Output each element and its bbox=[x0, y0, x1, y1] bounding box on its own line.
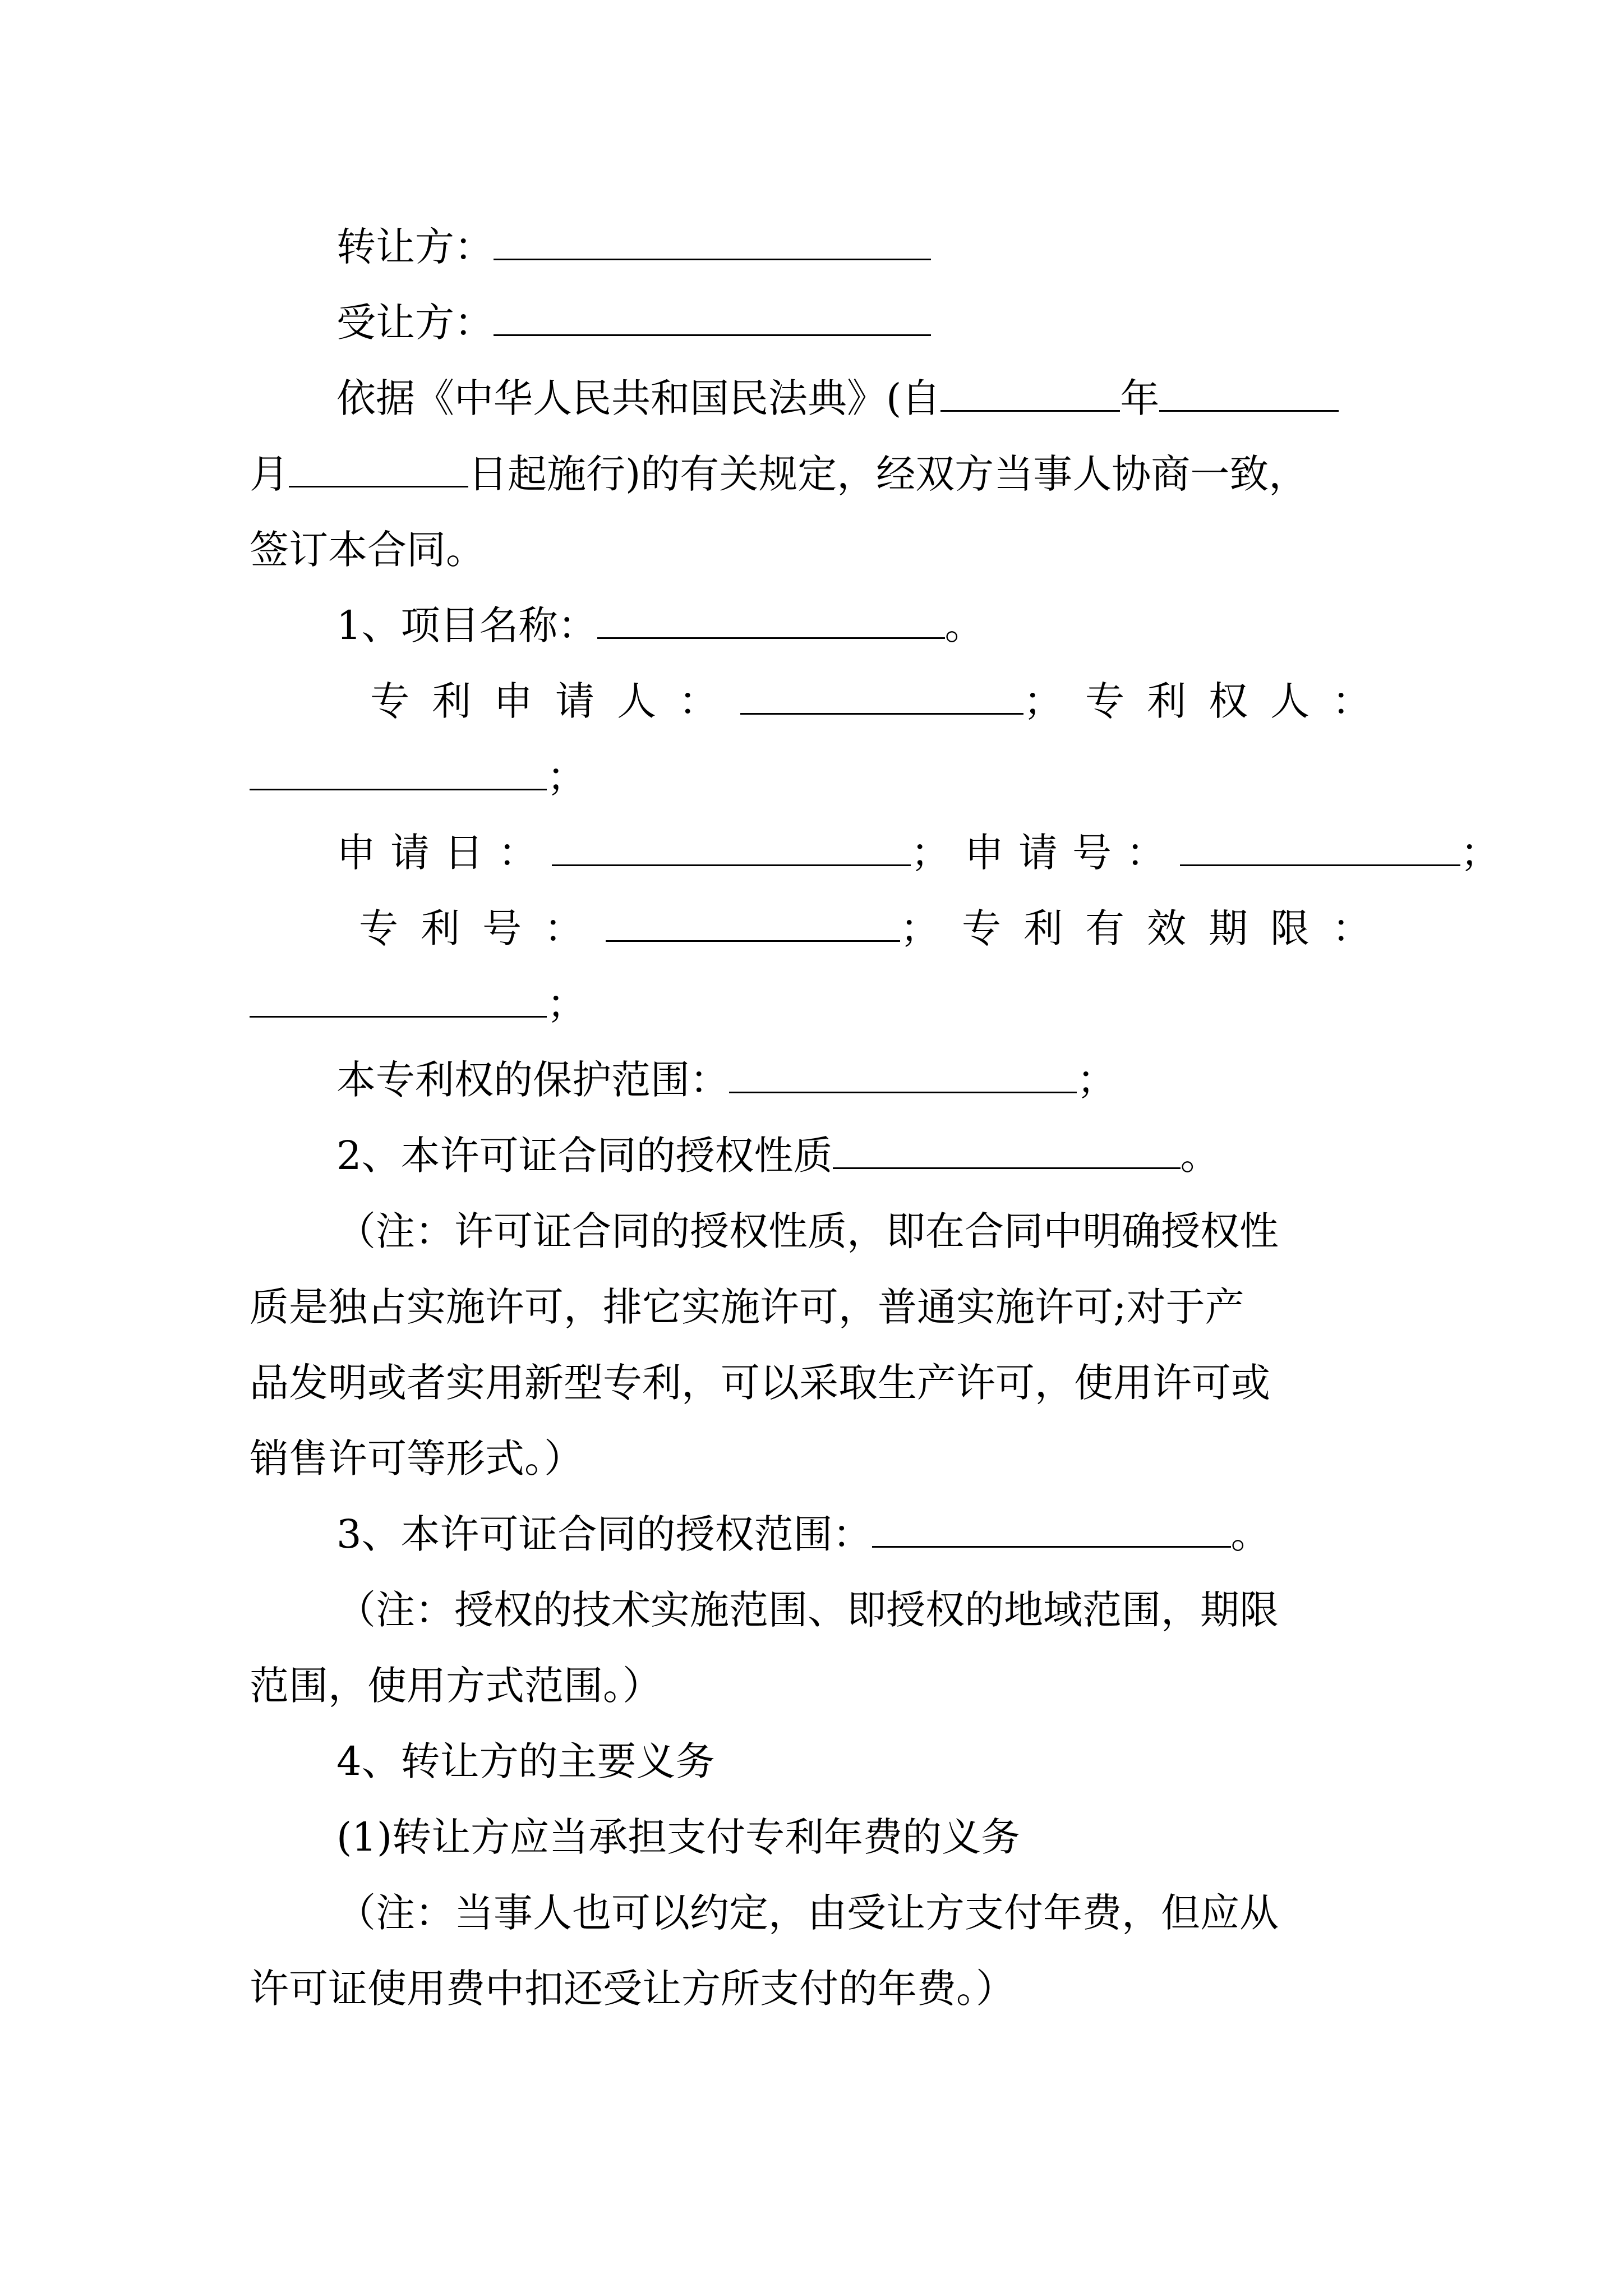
item3-line bbox=[336, 1501, 1394, 1568]
application-date-label: 申请日： bbox=[336, 830, 552, 876]
application-semicolon: ； bbox=[1460, 830, 1500, 876]
note2-text-2: 质是独占实施许可，排它实施许可，普通实施许可;对于产 bbox=[250, 1284, 1244, 1330]
protection-scope-line bbox=[336, 1046, 1394, 1114]
item3-blank bbox=[872, 1512, 1231, 1548]
basis-blank-day bbox=[289, 452, 468, 487]
patent-no-blank bbox=[606, 907, 900, 942]
note2-line-2 bbox=[250, 1273, 1394, 1341]
patent-applicant-blank bbox=[740, 679, 1023, 715]
item2-blank bbox=[833, 1134, 1181, 1169]
item4-1-line bbox=[336, 1803, 1394, 1871]
protection-scope-label: 本专利权的保护范围： bbox=[336, 1057, 729, 1103]
item4-1-text: (1)转让方应当承担支付专利年费的义务 bbox=[336, 1814, 1021, 1860]
item1-label: 1、项目名称： bbox=[336, 602, 597, 648]
basis-year: 年 bbox=[1120, 375, 1160, 421]
note4-line-2 bbox=[250, 1955, 1394, 2022]
item1-period: 。 bbox=[944, 602, 984, 648]
transferee-line bbox=[336, 289, 1394, 356]
item3-text: 3、本许可证合同的授权范围： bbox=[336, 1511, 872, 1557]
application-no-blank bbox=[1180, 831, 1460, 866]
transferor-line bbox=[336, 213, 1394, 280]
basis-text-3: 签订本合同。 bbox=[250, 527, 485, 573]
patent-no-line bbox=[359, 895, 1394, 962]
patent-applicant-label: 专利申请人： bbox=[370, 678, 740, 724]
note3-line-1 bbox=[336, 1576, 1394, 1644]
basis-text-2: 日起施行)的有关规定，经双方当事人协商一致， bbox=[468, 451, 1308, 497]
basis-month: 月 bbox=[250, 451, 289, 497]
item2-period: 。 bbox=[1180, 1133, 1220, 1179]
note2-line-1 bbox=[336, 1198, 1394, 1265]
note3-text-2: 范围，使用方式范围。） bbox=[250, 1663, 662, 1709]
item1-blank bbox=[597, 604, 945, 639]
note2-line-3 bbox=[250, 1349, 1394, 1416]
item4-text: 4、转让方的主要义务 bbox=[336, 1738, 715, 1784]
patentee-label: ；专利权人： bbox=[1023, 678, 1394, 724]
application-date-blank bbox=[552, 831, 911, 866]
application-line bbox=[336, 819, 1500, 886]
note3-line-2 bbox=[250, 1652, 1394, 1719]
note4-text-1: （注：当事人也可以约定，由受让方支付年费，但应从 bbox=[336, 1890, 1279, 1936]
basis-line-1 bbox=[336, 365, 1394, 432]
note2-text-3: 品发明或者实用新型专利，可以采取生产许可，使用许可或 bbox=[250, 1360, 1270, 1406]
note2-line-4 bbox=[250, 1425, 1394, 1492]
transferor-blank bbox=[494, 225, 931, 260]
transferee-blank bbox=[494, 301, 931, 336]
item2-text: 2、本许可证合同的授权性质 bbox=[336, 1133, 833, 1179]
transferor-label: 转让方： bbox=[336, 224, 494, 270]
application-no-label: ；申请号： bbox=[911, 830, 1180, 876]
basis-blank-year bbox=[940, 376, 1120, 412]
patentee-semicolon: ； bbox=[547, 754, 586, 800]
patent-validity-line bbox=[250, 970, 1394, 1038]
patent-no-label: 专利号： bbox=[359, 905, 606, 951]
protection-scope-blank bbox=[729, 1058, 1077, 1093]
note2-text-1: （注：许可证合同的授权性质，即在合同中明确授权性 bbox=[336, 1208, 1279, 1254]
item1-line bbox=[336, 592, 1394, 659]
basis-line-3 bbox=[250, 516, 1394, 583]
basis-blank-month bbox=[1159, 376, 1339, 412]
patentee-blank bbox=[250, 755, 547, 790]
item2-line bbox=[336, 1122, 1394, 1189]
protection-scope-semicolon: ； bbox=[1077, 1057, 1116, 1103]
patent-applicant-line bbox=[370, 668, 1394, 735]
item4-line bbox=[336, 1728, 1394, 1795]
basis-line-2 bbox=[250, 440, 1394, 508]
basis-text-1: 依据《中华人民共和国民法典》(自 bbox=[336, 375, 941, 421]
transferee-label: 受让方： bbox=[336, 300, 494, 346]
patent-validity-blank bbox=[250, 982, 547, 1018]
item3-period: 。 bbox=[1230, 1511, 1270, 1557]
note2-text-4: 销售许可等形式。） bbox=[250, 1435, 583, 1481]
note4-text-2: 许可证使用费中扣还受让方所支付的年费。） bbox=[250, 1966, 1015, 2012]
patentee-line bbox=[250, 743, 1394, 811]
note4-line-1 bbox=[336, 1879, 1394, 1947]
patent-validity-semicolon: ； bbox=[547, 981, 586, 1027]
note3-text-1: （注：授权的技术实施范围、即授权的地域范围，期限 bbox=[336, 1587, 1279, 1633]
patent-validity-label: ；专利有效期限： bbox=[900, 905, 1394, 951]
